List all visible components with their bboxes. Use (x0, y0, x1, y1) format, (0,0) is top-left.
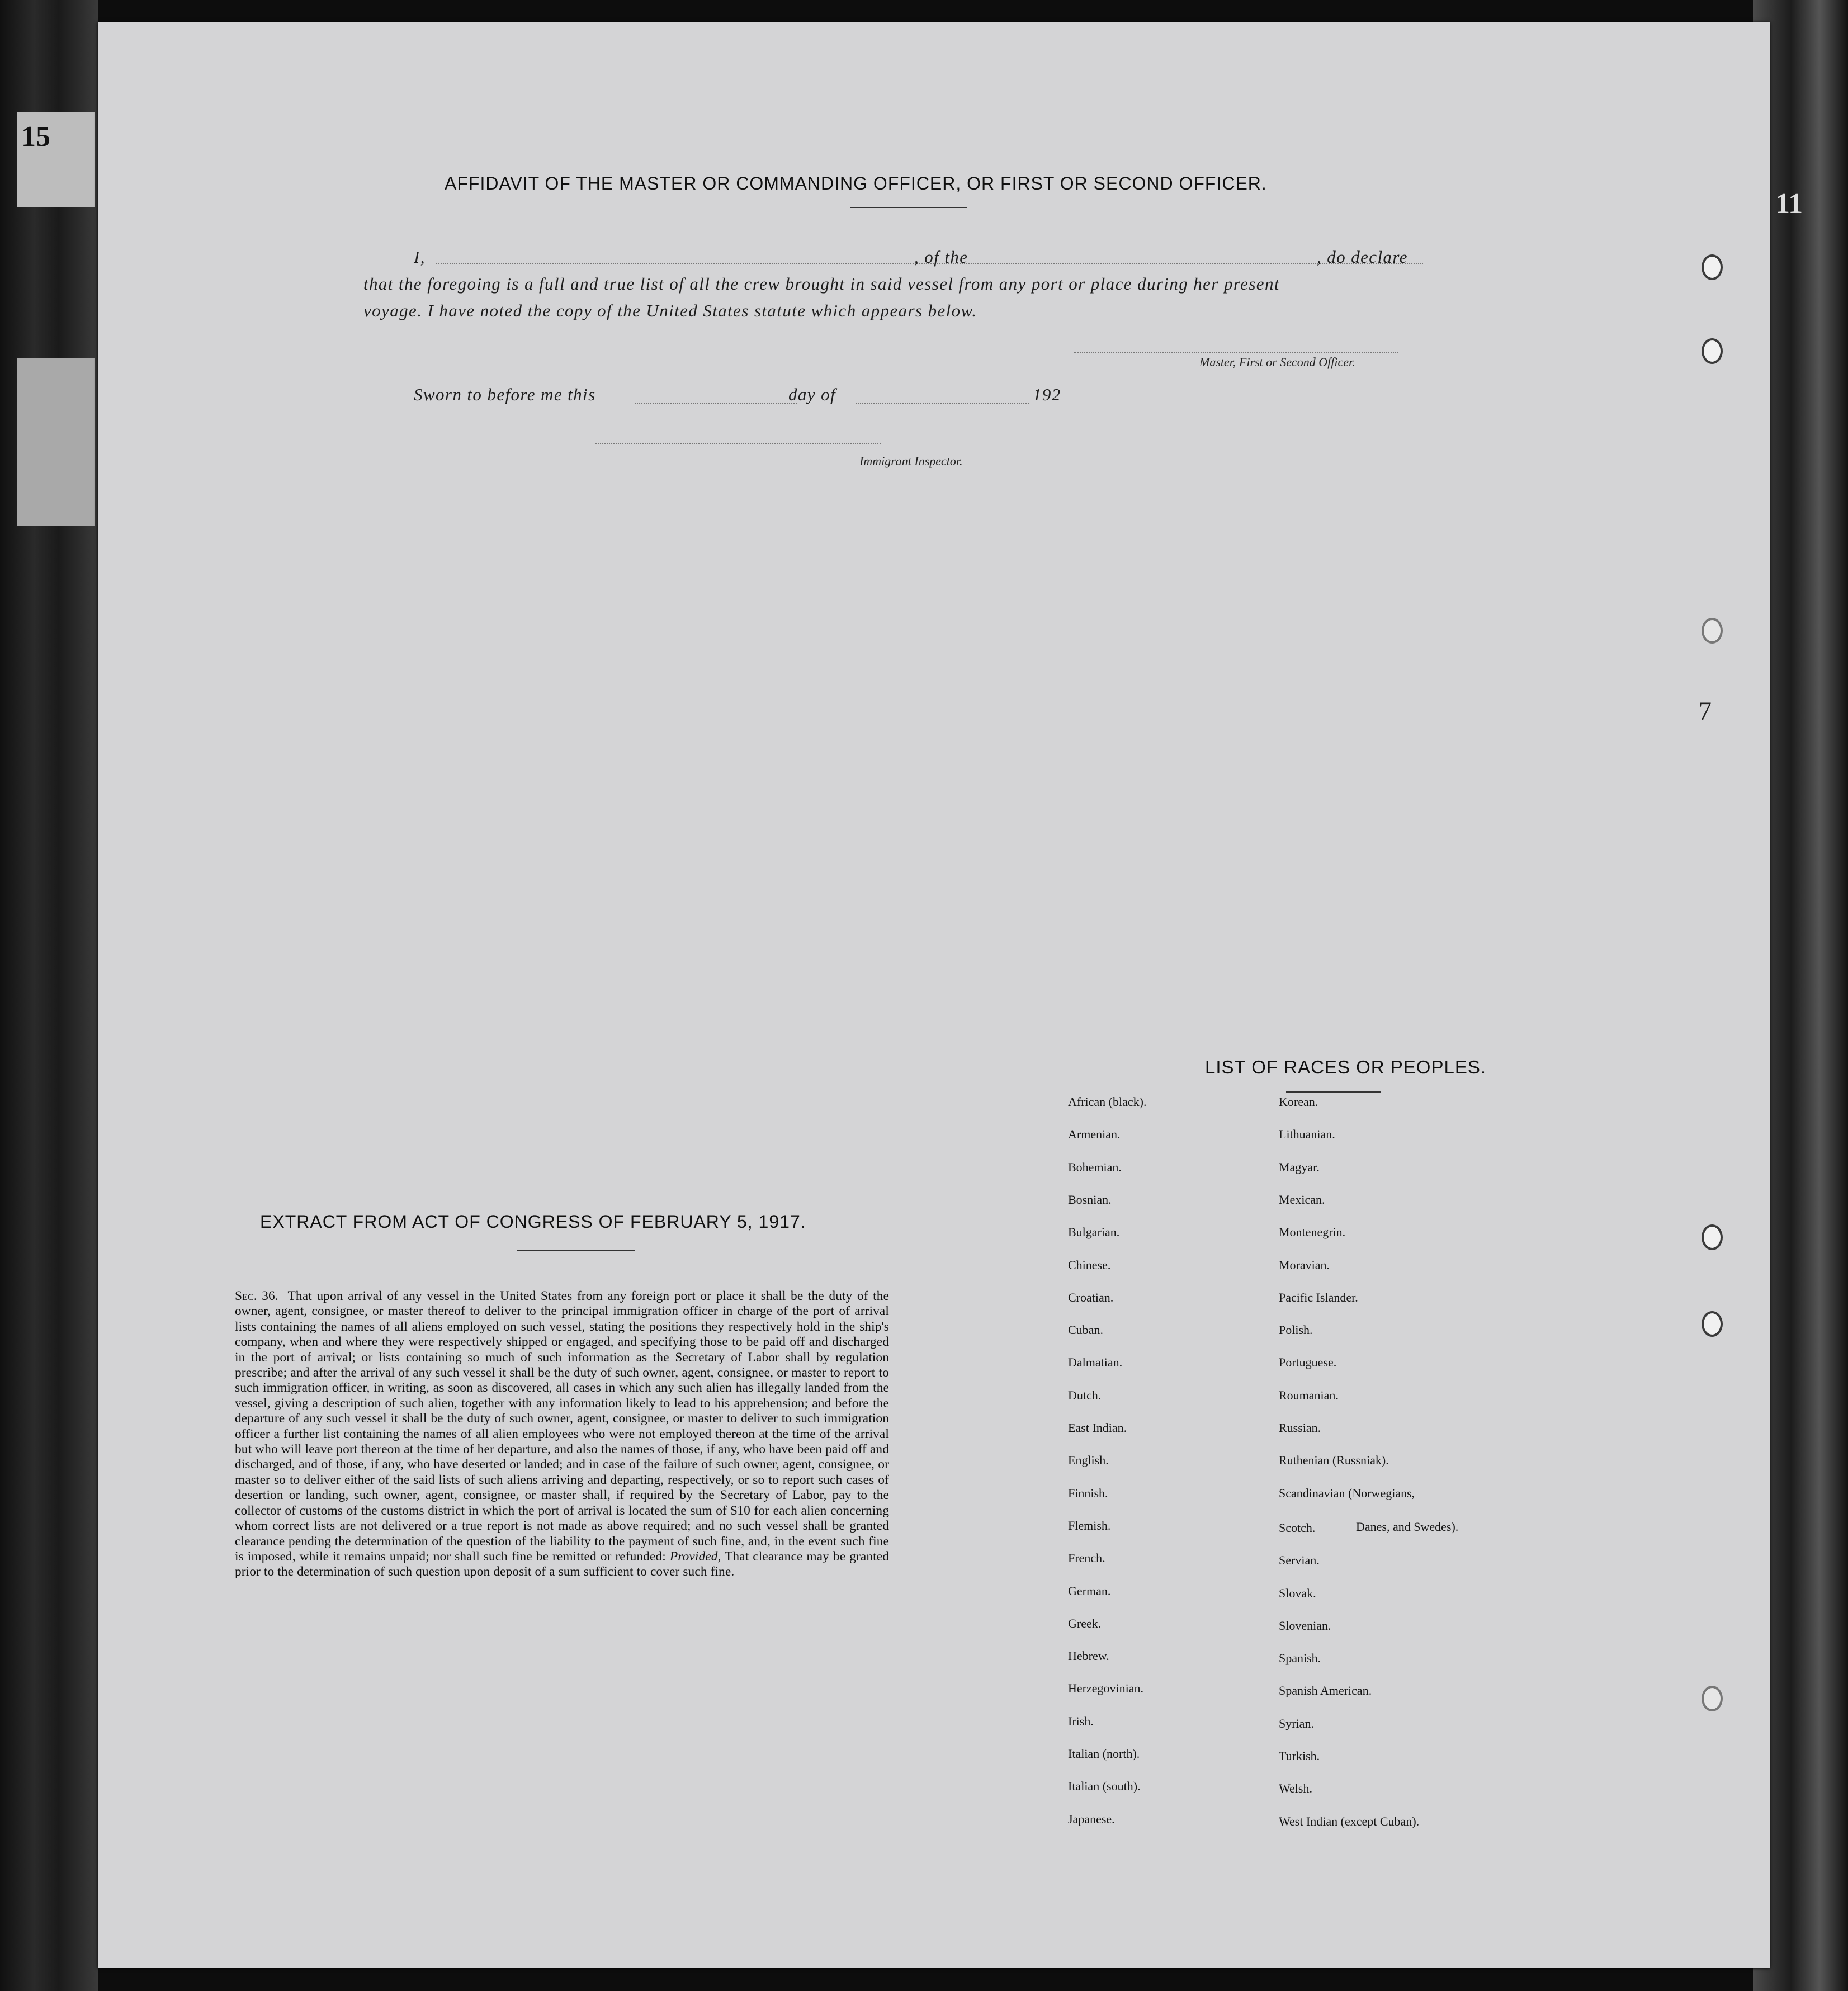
race-item: Irish. (1068, 1714, 1094, 1728)
race-item: Syrian. (1279, 1716, 1314, 1730)
race-item: Portuguese. (1279, 1355, 1337, 1370)
race-item: East Indian. (1068, 1421, 1127, 1435)
punch-hole (1702, 1224, 1723, 1250)
race-item: Japanese. (1068, 1812, 1115, 1826)
sworn-month-blank (856, 403, 1029, 404)
title-rule (850, 207, 967, 208)
race-item: English. (1068, 1453, 1109, 1468)
race-item: Dutch. (1068, 1388, 1102, 1402)
affidavit-title: AFFIDAVIT OF THE MASTER OR COMMANDING OFFICER, OR FIRST OR SECOND OFFICER. (445, 173, 1267, 193)
race-item: Montenegrin. (1279, 1225, 1346, 1240)
race-item: Servian. (1279, 1553, 1320, 1568)
race-item: Chinese. (1068, 1257, 1111, 1272)
punch-hole (1702, 618, 1723, 644)
races-title-rule (1286, 1091, 1381, 1093)
edge-number-right: 11 (1775, 188, 1803, 220)
act-section-36 (235, 1289, 889, 1580)
race-item: Turkish. (1279, 1749, 1320, 1763)
race-item: African (black). (1068, 1095, 1147, 1109)
race-item: Bosnian. (1068, 1192, 1112, 1207)
race-item: Armenian. (1068, 1127, 1121, 1142)
act-body: That upon arrival of any vessel in the United States from any foreign port or place it shall be the duty of the owner, agent, consignee, or master thereof to deliver to the principal immigration officer in charge of the port of arrival lists containing the names of all aliens employed on such vessel, stating the positions they respectively hold in the ship's company, when and where they were respectively shipped or engaged, and specifying those to be paid off and discharged in the port of arrival; or lists containing so much of such information as the Secretary of Labor shall by regulation prescribe; and after the arrival of any such vessel it shall be the duty of such owner, agent, consignee, or master to report to such immigration officer, in writing, as soon as discovered, all cases in which any such alien has illegally landed from the vessel, giving a description of such alien, together with any information likely to lead to his apprehension; and before the departure of any such vessel it shall be the duty of such owner, agent, consignee, or master to deliver to such immigration officer a further list containing the names of all alien employees who were not employed thereon at the time of the arrival but who will leave port thereon at the time of her departure, and also the names of those, if any, who have been paid off and discharged, and of those, if any, who have deserted or landed; and in case of the failure of such owner, agent, consignee, or master so to deliver either of the said lists of such aliens arriving and departing, respectively, or so to report such cases of desertion or landing, such owner, agent, consignee, or master shall, if required by the Secretary of Labor, pay to the collector of customs of the customs district in which the port of arrival is located the sum of $10 for each alien concerning whom correct lists are not delivered or a true report is not made as above required; and no such vessel shall be granted clearance pending the determination of the question of the liability to the payment of such fine, and, in the event such fine is imposed, while it remains unpaid; nor shall such fine be remitted or refunded: (235, 1289, 889, 1564)
document-page (98, 22, 1770, 1968)
act-sec-label: Sec. 36. (235, 1289, 278, 1303)
punch-hole (1702, 338, 1723, 364)
race-item: Ruthenian (Russniak). (1279, 1453, 1389, 1468)
declaration-i: I, (414, 247, 426, 267)
race-item: Russian. (1279, 1421, 1321, 1435)
race-item: Greek. (1068, 1616, 1102, 1630)
race-item: Pacific Islander. (1279, 1290, 1358, 1304)
edge-paper-strip (17, 358, 95, 526)
act-provided-label: Provided, (669, 1549, 721, 1564)
race-item: Hebrew. (1068, 1649, 1109, 1663)
race-item: Italian (south). (1068, 1779, 1141, 1794)
race-item: Scotch. (1279, 1520, 1316, 1535)
race-item: Slovenian. (1279, 1618, 1331, 1633)
race-item: Cuban. (1068, 1323, 1103, 1337)
race-item-continued: Danes, and Swedes). (1356, 1520, 1459, 1534)
race-item: Magyar. (1279, 1160, 1320, 1174)
race-item: Herzegovinian. (1068, 1681, 1143, 1696)
race-item: Spanish American. (1279, 1683, 1372, 1698)
punch-hole (1702, 254, 1723, 280)
punch-hole (1702, 1311, 1723, 1337)
race-item: Roumanian. (1279, 1388, 1339, 1402)
race-item: Italian (north). (1068, 1747, 1140, 1761)
race-item: Slovak. (1279, 1586, 1316, 1600)
race-item: Lithuanian. (1279, 1127, 1335, 1142)
inspector-label: Immigrant Inspector. (859, 454, 963, 468)
inspector-signature-blank (595, 443, 881, 444)
act-title-rule (517, 1250, 635, 1251)
race-item: Polish. (1279, 1323, 1313, 1337)
race-item: Dalmatian. (1068, 1355, 1123, 1370)
race-item: Scandinavian (Norwegians, (1279, 1486, 1415, 1500)
sworn-day-label: day of (788, 385, 836, 404)
act-provided-body: That clearance may be granted prior to the determination of such question upon deposit of a sum sufficient to cover such fine. (235, 1549, 889, 1579)
race-item: Welsh. (1279, 1781, 1312, 1796)
act-title: EXTRACT FROM ACT OF CONGRESS OF FEBRUARY 5, 1917. (260, 1212, 806, 1232)
race-item: Mexican. (1279, 1192, 1325, 1207)
left-binding-edge (0, 0, 98, 1991)
race-item: Flemish. (1068, 1518, 1111, 1533)
race-item: Spanish. (1279, 1651, 1321, 1666)
punch-hole (1702, 1686, 1723, 1711)
race-item: Moravian. (1279, 1257, 1330, 1272)
edge-number-left: 15 (21, 121, 50, 153)
declaration-line-3: voyage. I have noted the copy of the United States statute which appears below. (363, 301, 977, 320)
page-mark: 7 (1698, 697, 1712, 726)
race-item: Croatian. (1068, 1290, 1114, 1304)
race-item: Korean. (1279, 1095, 1318, 1109)
sworn-year: 192 (1033, 385, 1061, 404)
declaration-of-the: , of the (914, 247, 968, 267)
race-item: Finnish. (1068, 1486, 1108, 1500)
signature-label: Master, First or Second Officer. (1199, 355, 1355, 369)
race-item: German. (1068, 1583, 1111, 1598)
race-item: Bulgarian. (1068, 1225, 1120, 1240)
race-item: French. (1068, 1551, 1105, 1566)
races-title: LIST OF RACES OR PEOPLES. (1205, 1057, 1487, 1077)
signature-blank (1074, 352, 1398, 353)
race-item: Bohemian. (1068, 1160, 1122, 1174)
declaration-do-declare: , do declare (1317, 247, 1408, 267)
declaration-line-2: that the foregoing is a full and true list of all the crew brought in said vessel from any port or place during her present (363, 274, 1280, 294)
race-item: West Indian (except Cuban). (1279, 1814, 1420, 1828)
sworn-prefix: Sworn to before me this (414, 385, 596, 404)
sworn-day-blank (635, 403, 797, 404)
